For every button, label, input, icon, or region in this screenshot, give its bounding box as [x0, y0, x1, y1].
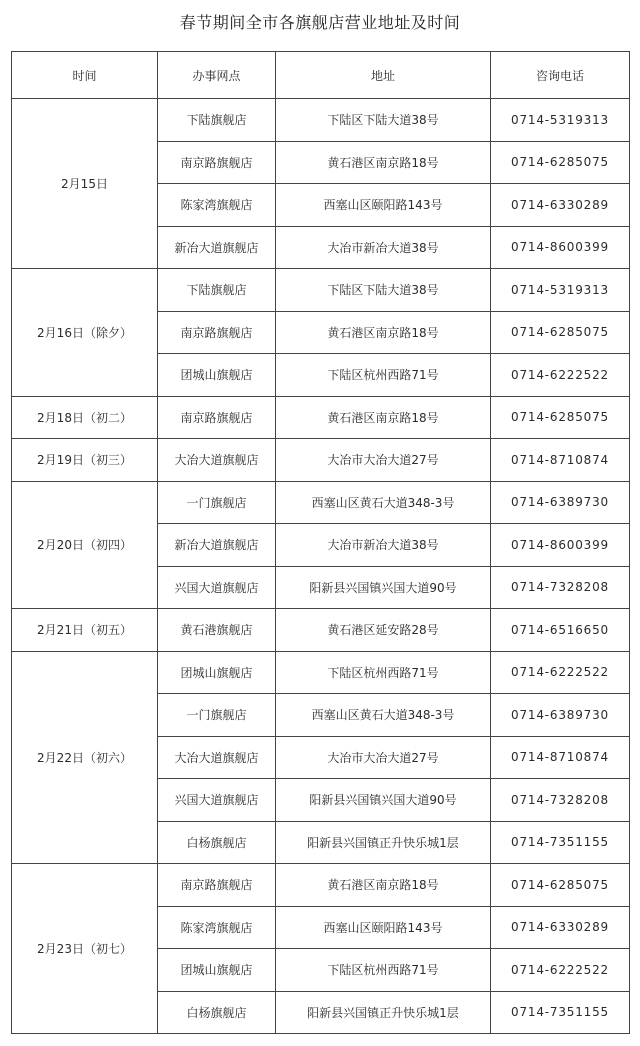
date-cell: 2月16日（除夕） — [12, 269, 158, 397]
table-row — [12, 609, 630, 652]
phone-cell: 0714-6330289 — [491, 184, 630, 227]
table-row — [12, 396, 630, 439]
table-row — [12, 439, 630, 482]
address-cell: 西塞山区颐阳路143号 — [276, 906, 491, 949]
phone-cell: 0714-6516650 — [491, 609, 630, 652]
date-cell: 2月19日（初三） — [12, 439, 158, 482]
address-cell: 大冶市大冶大道27号 — [276, 736, 491, 779]
date-cell: 2月21日（初五） — [12, 609, 158, 652]
address-cell: 大冶市新冶大道38号 — [276, 226, 491, 269]
phone-cell: 0714-7328208 — [491, 566, 630, 609]
header-address: 地址 — [276, 52, 491, 99]
address-cell: 西塞山区黄石大道348-3号 — [276, 481, 491, 524]
store-cell: 陈家湾旗舰店 — [158, 184, 276, 227]
phone-cell: 0714-5319313 — [491, 269, 630, 312]
address-cell: 阳新县兴国镇兴国大道90号 — [276, 779, 491, 822]
store-cell: 一门旗舰店 — [158, 694, 276, 737]
address-cell: 西塞山区颐阳路143号 — [276, 184, 491, 227]
address-cell: 阳新县兴国镇正升快乐城1层 — [276, 991, 491, 1034]
store-cell: 南京路旗舰店 — [158, 311, 276, 354]
phone-cell: 0714-6222522 — [491, 651, 630, 694]
phone-cell: 0714-6285075 — [491, 396, 630, 439]
table-row — [12, 864, 630, 907]
address-cell: 下陆区下陆大道38号 — [276, 269, 491, 312]
store-cell: 团城山旗舰店 — [158, 651, 276, 694]
phone-cell: 0714-6285075 — [491, 141, 630, 184]
phone-cell: 0714-7351155 — [491, 991, 630, 1034]
date-cell: 2月15日 — [12, 99, 158, 269]
header-row — [12, 52, 630, 99]
phone-cell: 0714-7328208 — [491, 779, 630, 822]
phone-cell: 0714-8710874 — [491, 439, 630, 482]
table-row — [12, 481, 630, 524]
store-cell: 兴国大道旗舰店 — [158, 566, 276, 609]
header-store: 办事网点 — [158, 52, 276, 99]
store-cell: 团城山旗舰店 — [158, 949, 276, 992]
phone-cell: 0714-6330289 — [491, 906, 630, 949]
header-phone: 咨询电话 — [491, 52, 630, 99]
store-cell: 兴国大道旗舰店 — [158, 779, 276, 822]
phone-cell: 0714-8600399 — [491, 524, 630, 567]
address-cell: 大冶市大冶大道27号 — [276, 439, 491, 482]
store-cell: 南京路旗舰店 — [158, 141, 276, 184]
schedule-body — [12, 99, 630, 1034]
phone-cell: 0714-7351155 — [491, 821, 630, 864]
store-cell: 下陆旗舰店 — [158, 269, 276, 312]
date-cell: 2月20日（初四） — [12, 481, 158, 609]
address-cell: 黄石港区南京路18号 — [276, 864, 491, 907]
phone-cell: 0714-8600399 — [491, 226, 630, 269]
address-cell: 黄石港区南京路18号 — [276, 141, 491, 184]
store-cell: 南京路旗舰店 — [158, 864, 276, 907]
address-cell: 阳新县兴国镇正升快乐城1层 — [276, 821, 491, 864]
store-cell: 一门旗舰店 — [158, 481, 276, 524]
store-cell: 新冶大道旗舰店 — [158, 524, 276, 567]
phone-cell: 0714-6222522 — [491, 354, 630, 397]
table-row — [12, 651, 630, 694]
schedule-table — [11, 51, 630, 1034]
table-row — [12, 269, 630, 312]
store-cell: 团城山旗舰店 — [158, 354, 276, 397]
address-cell: 下陆区下陆大道38号 — [276, 99, 491, 142]
phone-cell: 0714-6285075 — [491, 864, 630, 907]
address-cell: 大冶市新冶大道38号 — [276, 524, 491, 567]
phone-cell: 0714-6389730 — [491, 481, 630, 524]
address-cell: 黄石港区南京路18号 — [276, 396, 491, 439]
address-cell: 黄石港区南京路18号 — [276, 311, 491, 354]
table-row — [12, 99, 630, 142]
store-cell: 大冶大道旗舰店 — [158, 736, 276, 779]
address-cell: 下陆区杭州西路71号 — [276, 354, 491, 397]
store-cell: 陈家湾旗舰店 — [158, 906, 276, 949]
address-cell: 西塞山区黄石大道348-3号 — [276, 694, 491, 737]
address-cell: 黄石港区延安路28号 — [276, 609, 491, 652]
phone-cell: 0714-6222522 — [491, 949, 630, 992]
header-time: 时间 — [12, 52, 158, 99]
store-cell: 新冶大道旗舰店 — [158, 226, 276, 269]
phone-cell: 0714-5319313 — [491, 99, 630, 142]
store-cell: 下陆旗舰店 — [158, 99, 276, 142]
phone-cell: 0714-6389730 — [491, 694, 630, 737]
store-cell: 大冶大道旗舰店 — [158, 439, 276, 482]
date-cell: 2月18日（初二） — [12, 396, 158, 439]
page-title: 春节期间全市各旗舰店营业地址及时间 — [179, 13, 461, 32]
phone-cell: 0714-6285075 — [491, 311, 630, 354]
date-cell: 2月22日（初六） — [12, 651, 158, 864]
store-cell: 南京路旗舰店 — [158, 396, 276, 439]
address-cell: 下陆区杭州西路71号 — [276, 949, 491, 992]
phone-cell: 0714-8710874 — [491, 736, 630, 779]
store-cell: 白杨旗舰店 — [158, 991, 276, 1034]
store-cell: 白杨旗舰店 — [158, 821, 276, 864]
store-cell: 黄石港旗舰店 — [158, 609, 276, 652]
date-cell: 2月23日（初七） — [12, 864, 158, 1034]
address-cell: 阳新县兴国镇兴国大道90号 — [276, 566, 491, 609]
address-cell: 下陆区杭州西路71号 — [276, 651, 491, 694]
